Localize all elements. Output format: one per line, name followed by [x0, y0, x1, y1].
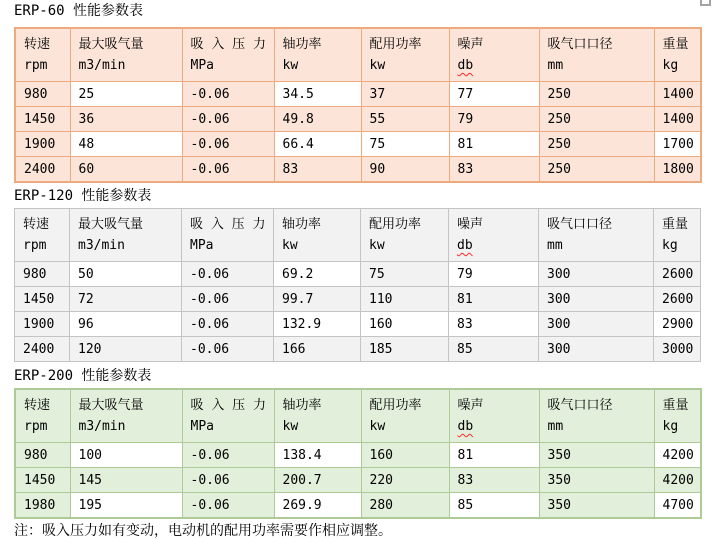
table-cell: 1900	[15, 312, 70, 337]
table-cell: 1700	[654, 132, 701, 157]
table-cell: 250	[539, 157, 654, 183]
column-header	[539, 28, 654, 82]
table-cell: 83	[449, 157, 539, 183]
column-header	[361, 389, 449, 443]
table-cell: 25	[70, 82, 182, 107]
table-cell: 37	[361, 82, 449, 107]
table-cell: -0.06	[182, 287, 274, 312]
column-header	[361, 28, 449, 82]
column-label: 噪声	[457, 398, 484, 413]
table-cell: 1450	[15, 287, 70, 312]
column-label: 轴功率	[282, 398, 322, 413]
table-title: ERP-120 性能参数表	[14, 188, 152, 204]
table-cell: 185	[361, 337, 449, 362]
table-cell: 79	[449, 262, 539, 287]
column-label: 重量	[662, 37, 689, 52]
table-row	[15, 468, 701, 493]
table-cell: 79	[449, 107, 539, 132]
table-cell: 980	[15, 262, 70, 287]
table-cell: 85	[449, 493, 539, 519]
column-unit: rpm	[23, 238, 47, 253]
column-label: 噪声	[457, 37, 484, 52]
footnote: 注：吸入压力如有变动，电动机的配用功率需要作相应调整。	[14, 523, 392, 539]
table-cell: 90	[361, 157, 449, 183]
table-row	[15, 493, 701, 519]
table-cell: 300	[539, 262, 654, 287]
table-cell: -0.06	[182, 312, 274, 337]
column-header	[15, 28, 70, 82]
column-label: 配用功率	[369, 398, 422, 413]
column-header	[539, 389, 654, 443]
table-cell: 350	[539, 493, 654, 519]
table-cell: 34.5	[274, 82, 361, 107]
column-unit: m3/min	[78, 419, 126, 434]
table-cell: -0.06	[182, 82, 274, 107]
table-row	[15, 132, 701, 157]
table-row	[15, 337, 701, 362]
table-cell: -0.06	[182, 443, 274, 468]
column-header	[654, 389, 701, 443]
column-header	[274, 28, 361, 82]
table-row	[15, 312, 701, 337]
column-unit: rpm	[24, 419, 48, 434]
table-cell: 81	[449, 443, 539, 468]
table-cell: 75	[361, 262, 449, 287]
column-header	[182, 389, 274, 443]
table-cell: 200.7	[274, 468, 361, 493]
table-cell: 49.8	[274, 107, 361, 132]
column-label: 吸气口口径	[547, 398, 613, 413]
table-cell: -0.06	[182, 493, 274, 519]
column-unit: db	[457, 238, 473, 253]
column-header	[15, 389, 70, 443]
table-cell: 81	[449, 132, 539, 157]
column-label: 吸气口口径	[547, 37, 613, 52]
table-cell: 269.9	[274, 493, 361, 519]
tables-area	[14, 3, 700, 519]
table-cell: 50	[70, 262, 182, 287]
column-unit: kw	[282, 419, 299, 434]
table-row	[15, 82, 701, 107]
column-unit: kw	[369, 238, 385, 253]
performance-table	[14, 208, 701, 362]
column-unit: kg	[662, 419, 679, 434]
table-cell: 36	[70, 107, 182, 132]
table-row	[15, 107, 701, 132]
table-row	[15, 287, 701, 312]
table-cell: -0.06	[182, 107, 274, 132]
table-cell: 160	[361, 312, 449, 337]
table-cell: 250	[539, 82, 654, 107]
table-cell: 250	[539, 132, 654, 157]
column-header	[70, 389, 182, 443]
column-header	[182, 209, 274, 262]
table-cell: -0.06	[182, 337, 274, 362]
column-unit: kw	[369, 419, 386, 434]
column-header	[274, 389, 361, 443]
column-label: 重量	[662, 398, 689, 413]
column-label: 噪声	[457, 217, 484, 232]
table-title: ERP-60 性能参数表	[14, 3, 144, 19]
table-cell: 48	[70, 132, 182, 157]
column-header	[70, 209, 182, 262]
table-cell: 1400	[654, 82, 701, 107]
corner-square-icon	[700, 0, 711, 6]
column-label: 重量	[662, 217, 689, 232]
table-cell: 195	[70, 493, 182, 519]
header-row	[15, 209, 701, 262]
table-cell: 99.7	[274, 287, 361, 312]
table-title: ERP-200 性能参数表	[14, 368, 152, 384]
table-cell: 1450	[15, 107, 70, 132]
table-cell: 300	[539, 312, 654, 337]
column-label: 转速	[23, 217, 50, 232]
column-label: 配用功率	[369, 37, 422, 52]
column-unit: kw	[369, 58, 386, 73]
column-label: 吸 入 压 力	[190, 398, 266, 413]
performance-table	[14, 388, 702, 519]
table-cell: 69.2	[274, 262, 361, 287]
table-section	[14, 368, 700, 519]
table-cell: 83	[449, 468, 539, 493]
table-cell: 350	[539, 468, 654, 493]
column-label: 最大吸气量	[78, 37, 144, 52]
column-unit: rpm	[24, 58, 48, 73]
table-cell: 166	[274, 337, 361, 362]
table-cell: 110	[361, 287, 449, 312]
table-cell: 96	[70, 312, 182, 337]
column-header	[654, 209, 701, 262]
column-unit: MPa	[190, 58, 214, 73]
header-row	[15, 389, 701, 443]
table-cell: 75	[361, 132, 449, 157]
column-unit: MPa	[190, 419, 214, 434]
table-cell: 85	[449, 337, 539, 362]
column-header	[274, 209, 361, 262]
header-row	[15, 28, 701, 82]
column-header	[70, 28, 182, 82]
table-cell: 60	[70, 157, 182, 183]
table-cell: 350	[539, 443, 654, 468]
table-cell: 280	[361, 493, 449, 519]
table-cell: -0.06	[182, 157, 274, 183]
table-cell: 66.4	[274, 132, 361, 157]
table-cell: 300	[539, 287, 654, 312]
table-cell: 1450	[15, 468, 70, 493]
column-label: 吸 入 压 力	[190, 217, 266, 232]
column-unit: mm	[547, 58, 564, 73]
table-cell: 980	[15, 443, 70, 468]
column-unit: mm	[547, 419, 564, 434]
table-cell: 4200	[654, 468, 701, 493]
table-cell: 220	[361, 468, 449, 493]
column-label: 最大吸气量	[78, 398, 144, 413]
column-header	[449, 28, 539, 82]
table-cell: 980	[15, 82, 70, 107]
table-cell: 1800	[654, 157, 701, 183]
table-cell: 120	[70, 337, 182, 362]
table-cell: 2400	[15, 337, 70, 362]
column-label: 轴功率	[282, 217, 322, 232]
column-label: 配用功率	[369, 217, 422, 232]
table-cell: 100	[70, 443, 182, 468]
column-unit: kw	[282, 238, 298, 253]
column-header	[15, 209, 70, 262]
table-cell: 132.9	[274, 312, 361, 337]
column-unit: kg	[662, 238, 678, 253]
table-cell: 55	[361, 107, 449, 132]
table-cell: 300	[539, 337, 654, 362]
table-cell: 1900	[15, 132, 70, 157]
column-unit: db	[457, 419, 474, 434]
column-unit: m3/min	[78, 238, 125, 253]
column-header	[449, 389, 539, 443]
column-header	[182, 28, 274, 82]
table-row	[15, 157, 701, 183]
table-cell: 2400	[15, 157, 70, 183]
table-cell: -0.06	[182, 132, 274, 157]
table-row	[15, 262, 701, 287]
table-cell: 81	[449, 287, 539, 312]
table-row	[15, 443, 701, 468]
column-label: 转速	[24, 398, 51, 413]
column-label: 转速	[24, 37, 51, 52]
table-cell: 4200	[654, 443, 701, 468]
column-label: 轴功率	[282, 37, 322, 52]
table-cell: 4700	[654, 493, 701, 519]
column-label: 吸 入 压 力	[190, 37, 266, 52]
table-cell: -0.06	[182, 468, 274, 493]
table-section	[14, 3, 700, 183]
table-cell: 138.4	[274, 443, 361, 468]
column-label: 最大吸气量	[78, 217, 144, 232]
table-cell: 2600	[654, 262, 701, 287]
table-cell: 160	[361, 443, 449, 468]
column-unit: m3/min	[78, 58, 126, 73]
column-header	[449, 209, 539, 262]
column-unit: mm	[547, 238, 563, 253]
table-cell: 2900	[654, 312, 701, 337]
column-unit: db	[457, 58, 474, 73]
column-header	[539, 209, 654, 262]
table-cell: 145	[70, 468, 182, 493]
table-cell: 1400	[654, 107, 701, 132]
table-section	[14, 188, 700, 362]
column-header	[361, 209, 449, 262]
column-unit: kw	[282, 58, 299, 73]
column-header	[654, 28, 701, 82]
column-unit: kg	[662, 58, 679, 73]
table-cell: 2600	[654, 287, 701, 312]
column-unit: MPa	[190, 238, 214, 253]
table-cell: 83	[449, 312, 539, 337]
table-cell: 3000	[654, 337, 701, 362]
table-cell: -0.06	[182, 262, 274, 287]
table-cell: 72	[70, 287, 182, 312]
table-cell: 83	[274, 157, 361, 183]
performance-table	[14, 27, 702, 183]
table-cell: 250	[539, 107, 654, 132]
table-cell: 1980	[15, 493, 70, 519]
table-cell: 77	[449, 82, 539, 107]
column-label: 吸气口口径	[547, 217, 613, 232]
